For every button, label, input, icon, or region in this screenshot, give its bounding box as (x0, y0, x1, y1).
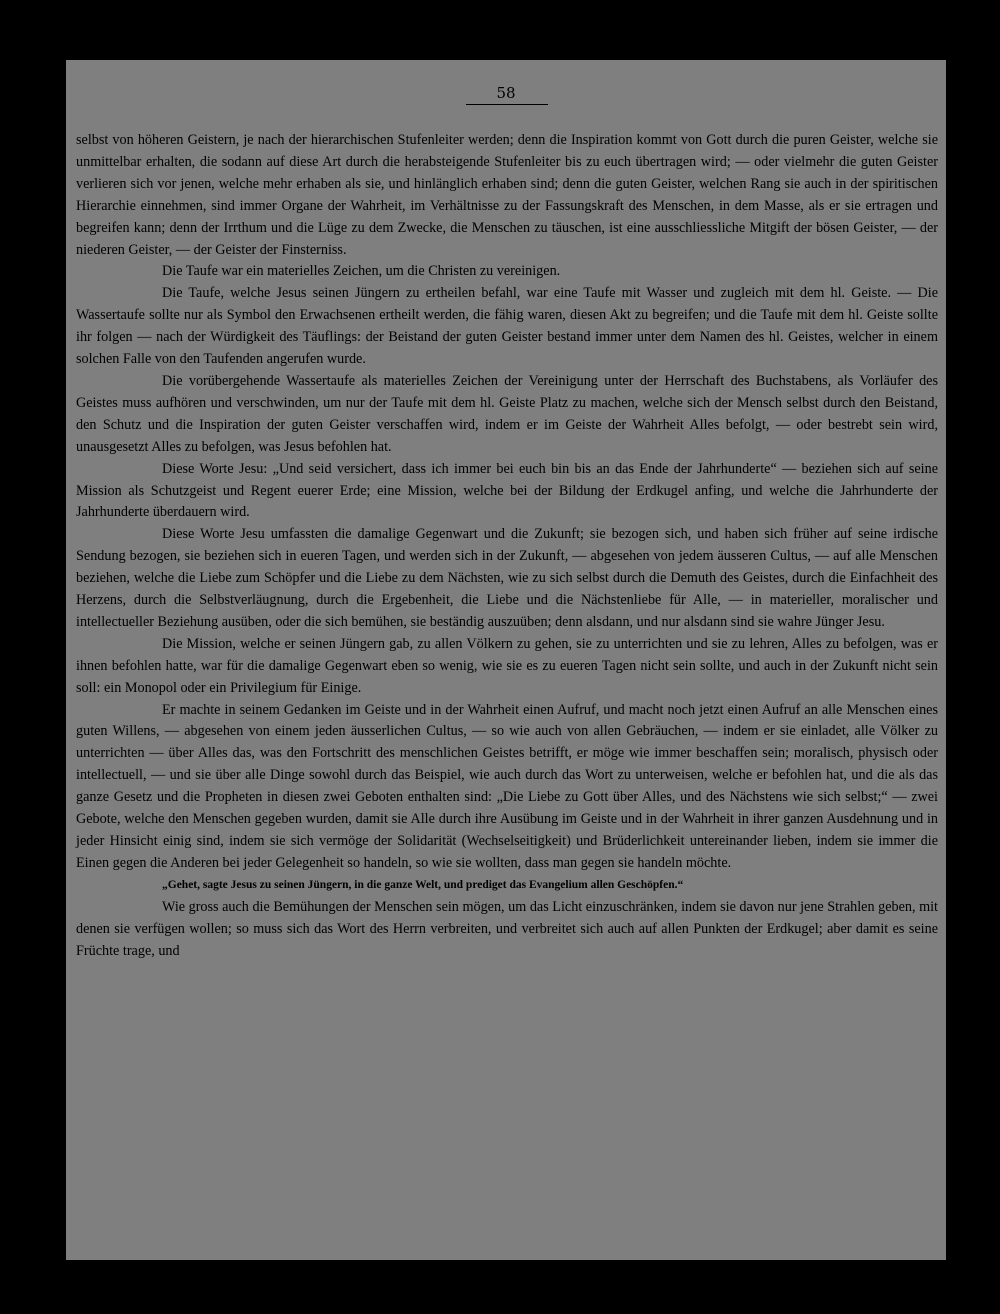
paragraph: selbst von höheren Geistern, je nach der hierarchischen Stufenleiter werden; denn die Inspiration kommt von Gott durch die puren Geister, welche sie unmittelbar erhalten, die sodann auf diese Art durch die herabsteigende Stufenleiter bis zu euch übertragen wird; — oder vielmehr die guten Geister verlieren sich vor jenen, welche mehr erhaben als sie, und hinlänglich erhaben sind; denn die guten Geister, welchen Rang sie auch in der spiritischen Hierarchie einnehmen, sind immer Organe der Wahrheit, im Verhältnisse zu der Fassungskraft des Menschen, in dem Masse, als er sie ertragen und begreifen kann; denn der Irrthum und die Lüge zu dem Zwecke, die Menschen zu täuschen, ist eine ausschliessliche Mitgift der bösen Geister, — der niederen Geister, — der Geister der Finsterniss. (76, 132, 938, 258)
body-text (76, 130, 938, 962)
paragraph: Diese Worte Jesu: „Und seid versichert, dass ich immer bei euch bin bis an das Ende der Jahrhunderte“ — beziehen sich auf seine Mission als Schutzgeist und Regent euerer Erde; eine Mission, welche bei der Bildung der Erdkugel anfing, und welche die Jahrhunderte der Jahrhunderte überdauern wird. (76, 460, 938, 521)
paragraph: Die Taufe war ein materielles Zeichen, um die Christen zu vereinigen. (162, 263, 561, 280)
paragraph: Die Mission, welche er seinen Jüngern gab, zu allen Völkern zu gehen, sie zu unterrichten und sie zu lehren, Alles zu befolgen, was er ihnen befohlen hatte, war für die damalige Gegenwart eben so wenig, wie sie es zu eueren Tagen nicht sein sollte, und auch in der Zukunft nicht sein soll: ein Monopol oder ein Privilegium für Einige. (76, 635, 938, 696)
page-number-rule (466, 104, 548, 105)
paragraph: Die Taufe, welche Jesus seinen Jüngern zu ertheilen befahl, war eine Taufe mit Wasser und zugleich mit dem hl. Geiste. — Die Wassertaufe sollte nur als Symbol den Erwachsenen ertheilt werden, die fähig waren, diesen Akt zu begreifen; und die Taufe mit dem hl. Geiste sollte ihr folgen — nach der Würdigkeit des Täuflings: der Beistand der guten Geister bestand immer unter dem Namen des hl. Geistes, welcher in einem solchen Falle von den Taufenden angerufen wurde. (76, 285, 938, 368)
paragraph: Diese Worte Jesu umfassten die damalige Gegenwart und die Zukunft; sie bezogen sich, und haben sich früher auf seine irdische Sendung bezogen, sie beziehen sich in eueren Tagen, und werden sich in der Zukunft, — abgesehen von jedem äusseren Cultus, — auf alle Menschen beziehen, welche die Liebe zum Schöpfer und die Liebe zu dem Nächsten, wie zu sich selbst durch die Demuth des Geistes, durch die Einfachheit des Herzens, durch die Selbstverläugnung, durch die Ergebenheit, die Liebe und die Nächstenliebe für Alle, — in materieller, moralischer und intellectueller Beziehung ausüben, oder die sich bemühen, sie beständig auszuüben; denn alsdann, und nur alsdann sind sie wahre Jünger Jesu. (76, 526, 938, 630)
paragraph: Wie gross auch die Bemühungen der Menschen sein mögen, um das Licht einzuschränken, indem sie davon nur jene Strahlen geben, mit denen sie verfügen wollen; so muss sich das Wort des Herrn verbreiten, und verbreitet sich auch auf allen Punkten der Erdkugel; aber damit es seine Früchte trage, und (76, 898, 938, 959)
page-number: 58 (496, 84, 516, 102)
paragraph: Die vorübergehende Wassertaufe als materielles Zeichen der Vereinigung unter der Herrschaft des Buchstabens, als Vorläufer des Geistes muss aufhören und verschwinden, um nur der Taufe mit dem hl. Geiste Platz zu machen, welche sich der Mensch selbst durch den Beistand, den Schutz und die Inspiration der guten Geister verschaffen wird, indem er im Geiste der Wahrheit Alles befolgt, — oder bestrebt sein wird, unausgesetzt Alles zu befolgen, was Jesus befohlen hat. (76, 372, 938, 455)
quote-line: „Gehet, sagte Jesus zu seinen Jüngern, in die ganze Welt, und prediget das Evangelium allen Geschöpfen.“ (162, 878, 684, 891)
book-page (66, 60, 946, 1260)
paragraph: Er machte in seinem Gedanken im Geiste und in der Wahrheit einen Aufruf, und macht noch jetzt einen Aufruf an alle Menschen eines guten Willens, — abgesehen von einem jeden äusserlichen Cultus, — so wie auch von allen Gebräuchen, — indem er sie einladet, alle Völker zu unterrichten — über Alles das, was den Fortschritt des menschlichen Geistes betrifft, er möge wie immer beschaffen sein; moralisch, physisch oder intellectuell, — und sie über alle Dinge sowohl durch das Beispiel, wie auch durch das Wort zu unterweisen, welche er befohlen hat, und die als das ganze Gesetz und die Propheten in diesen zwei Geboten enthalten sind: „Die Liebe zu Gott über Alles, und des Nächstens wie sich selbst;“ — zwei Gebote, welche den Menschen gegeben wurden, damit sie Alle durch ihre Ausübung im Geiste und in der Wahrheit in ihrer ganzen Ausdehnung und in jeder Hinsicht einig sind, indem sie sich vermöge der Solidarität (Wechselseitigkeit) und Brüderlichkeit untereinander lieben, indem sie immer die Einen gegen die Anderen bei jeder Gelegenheit so handeln, so wie sie wollten, dass man gegen sie handeln möchte. (76, 701, 938, 871)
